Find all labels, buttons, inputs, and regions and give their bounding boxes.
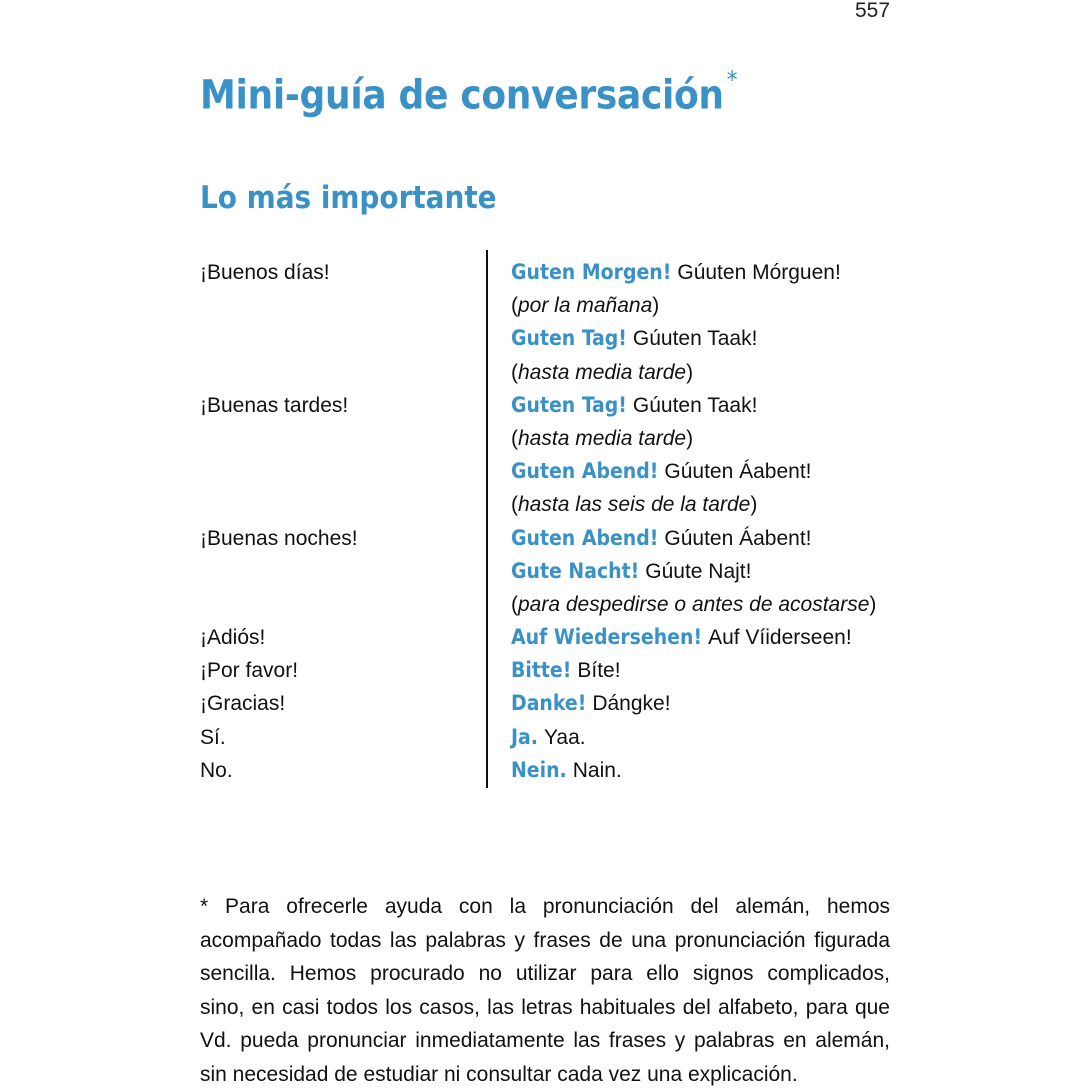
phrase-row [200,654,900,687]
german-entry [511,322,757,355]
phrase-row [200,522,900,555]
phrase-row [200,721,900,754]
phrase-row [200,621,900,654]
german-entry [511,356,693,389]
phrase-row [200,455,900,488]
footnote-line: sino, en casi todos los casos, las letras habituales del alfabeto, para que [200,991,890,1025]
german-entry [511,621,852,654]
german-entry [511,754,622,787]
german-entry [511,555,751,588]
german-phrase: Gute Nacht! [511,559,639,583]
pronunciation: Bíte! [577,659,620,682]
usage-note: (por la mañana) [511,294,659,317]
page-title [200,72,737,118]
spanish-phrase: ¡Por favor! [200,654,298,687]
pronunciation: Gúute Najt! [645,560,751,583]
section-heading: Lo más importante [200,180,497,216]
page-number: 557 [855,0,890,23]
german-entry [511,256,841,289]
footnote-line: Vd. pueda pronunciar inmediatamente las frases y palabras en alemán, [200,1024,890,1058]
german-phrase: Guten Abend! [511,459,658,483]
pronunciation: Gúuten Áabent! [664,527,811,550]
spanish-phrase: No. [200,754,233,787]
german-entry [511,289,659,322]
german-phrase: Nein. [511,758,567,782]
usage-note: (hasta media tarde) [511,361,693,384]
usage-note-text: hasta las seis de la tarde [518,493,750,516]
pronunciation: Auf Víiderseen! [708,626,852,649]
pronunciation: Gúuten Taak! [633,327,758,350]
german-entry [511,588,876,621]
pronunciation: Dángke! [592,692,670,715]
pronunciation: Gúuten Mórguen! [677,261,840,284]
footnote-line: acompañado todas las palabras y frases de una pronunciación figurada [200,924,890,958]
spanish-phrase: ¡Gracias! [200,687,285,720]
german-entry [511,522,812,555]
pronunciation: Gúuten Áabent! [664,460,811,483]
german-entry [511,389,757,422]
german-phrase: Guten Abend! [511,526,658,550]
german-phrase: Guten Morgen! [511,260,671,284]
german-entry [511,721,586,754]
spanish-phrase: ¡Buenas tardes! [200,389,348,422]
german-entry [511,687,671,720]
phrase-row [200,356,900,389]
footnote [200,890,890,1091]
phrase-row [200,588,900,621]
german-entry [511,455,812,488]
pronunciation: Nain. [573,759,622,782]
phrase-row [200,422,900,455]
phrase-row [200,389,900,422]
usage-note-text: por la mañana [518,294,652,317]
usage-note-text: hasta media tarde [518,427,686,450]
phrase-row [200,322,900,355]
german-phrase: Guten Tag! [511,393,627,417]
pronunciation: Yaa. [544,726,586,749]
spanish-phrase: ¡Buenos días! [200,256,330,289]
footnote-marker: * [727,66,738,94]
usage-note-text: hasta media tarde [518,361,686,384]
german-phrase: Ja. [511,725,538,749]
spanish-phrase: Sí. [200,721,226,754]
spanish-phrase: ¡Buenas noches! [200,522,358,555]
phrase-row [200,289,900,322]
german-entry [511,654,621,687]
pronunciation: Gúuten Taak! [633,394,758,417]
usage-note: (para despedirse o antes de acostarse) [511,593,876,616]
usage-note: (hasta media tarde) [511,427,693,450]
german-phrase: Danke! [511,691,586,715]
spanish-phrase: ¡Adiós! [200,621,265,654]
usage-note-text: para despedirse o antes de acostarse [518,593,869,616]
phrase-row [200,687,900,720]
german-phrase: Auf Wiedersehen! [511,625,702,649]
german-entry [511,422,693,455]
german-entry [511,488,757,521]
footnote-line: * Para ofrecerle ayuda con la pronunciación del alemán, hemos [200,890,890,924]
phrase-row [200,256,900,289]
phrase-row [200,754,900,787]
footnote-line: sin necesidad de estudiar ni consultar cada vez una explicación. [200,1058,890,1091]
german-phrase: Bitte! [511,658,571,682]
title-text: Mini-guía de conversación [200,72,724,118]
german-phrase: Guten Tag! [511,326,627,350]
phrase-row [200,488,900,521]
phrase-table [200,256,900,787]
phrase-row [200,555,900,588]
usage-note: (hasta las seis de la tarde) [511,493,757,516]
footnote-line: sencilla. Hemos procurado no utilizar para ello signos complicados, [200,957,890,991]
